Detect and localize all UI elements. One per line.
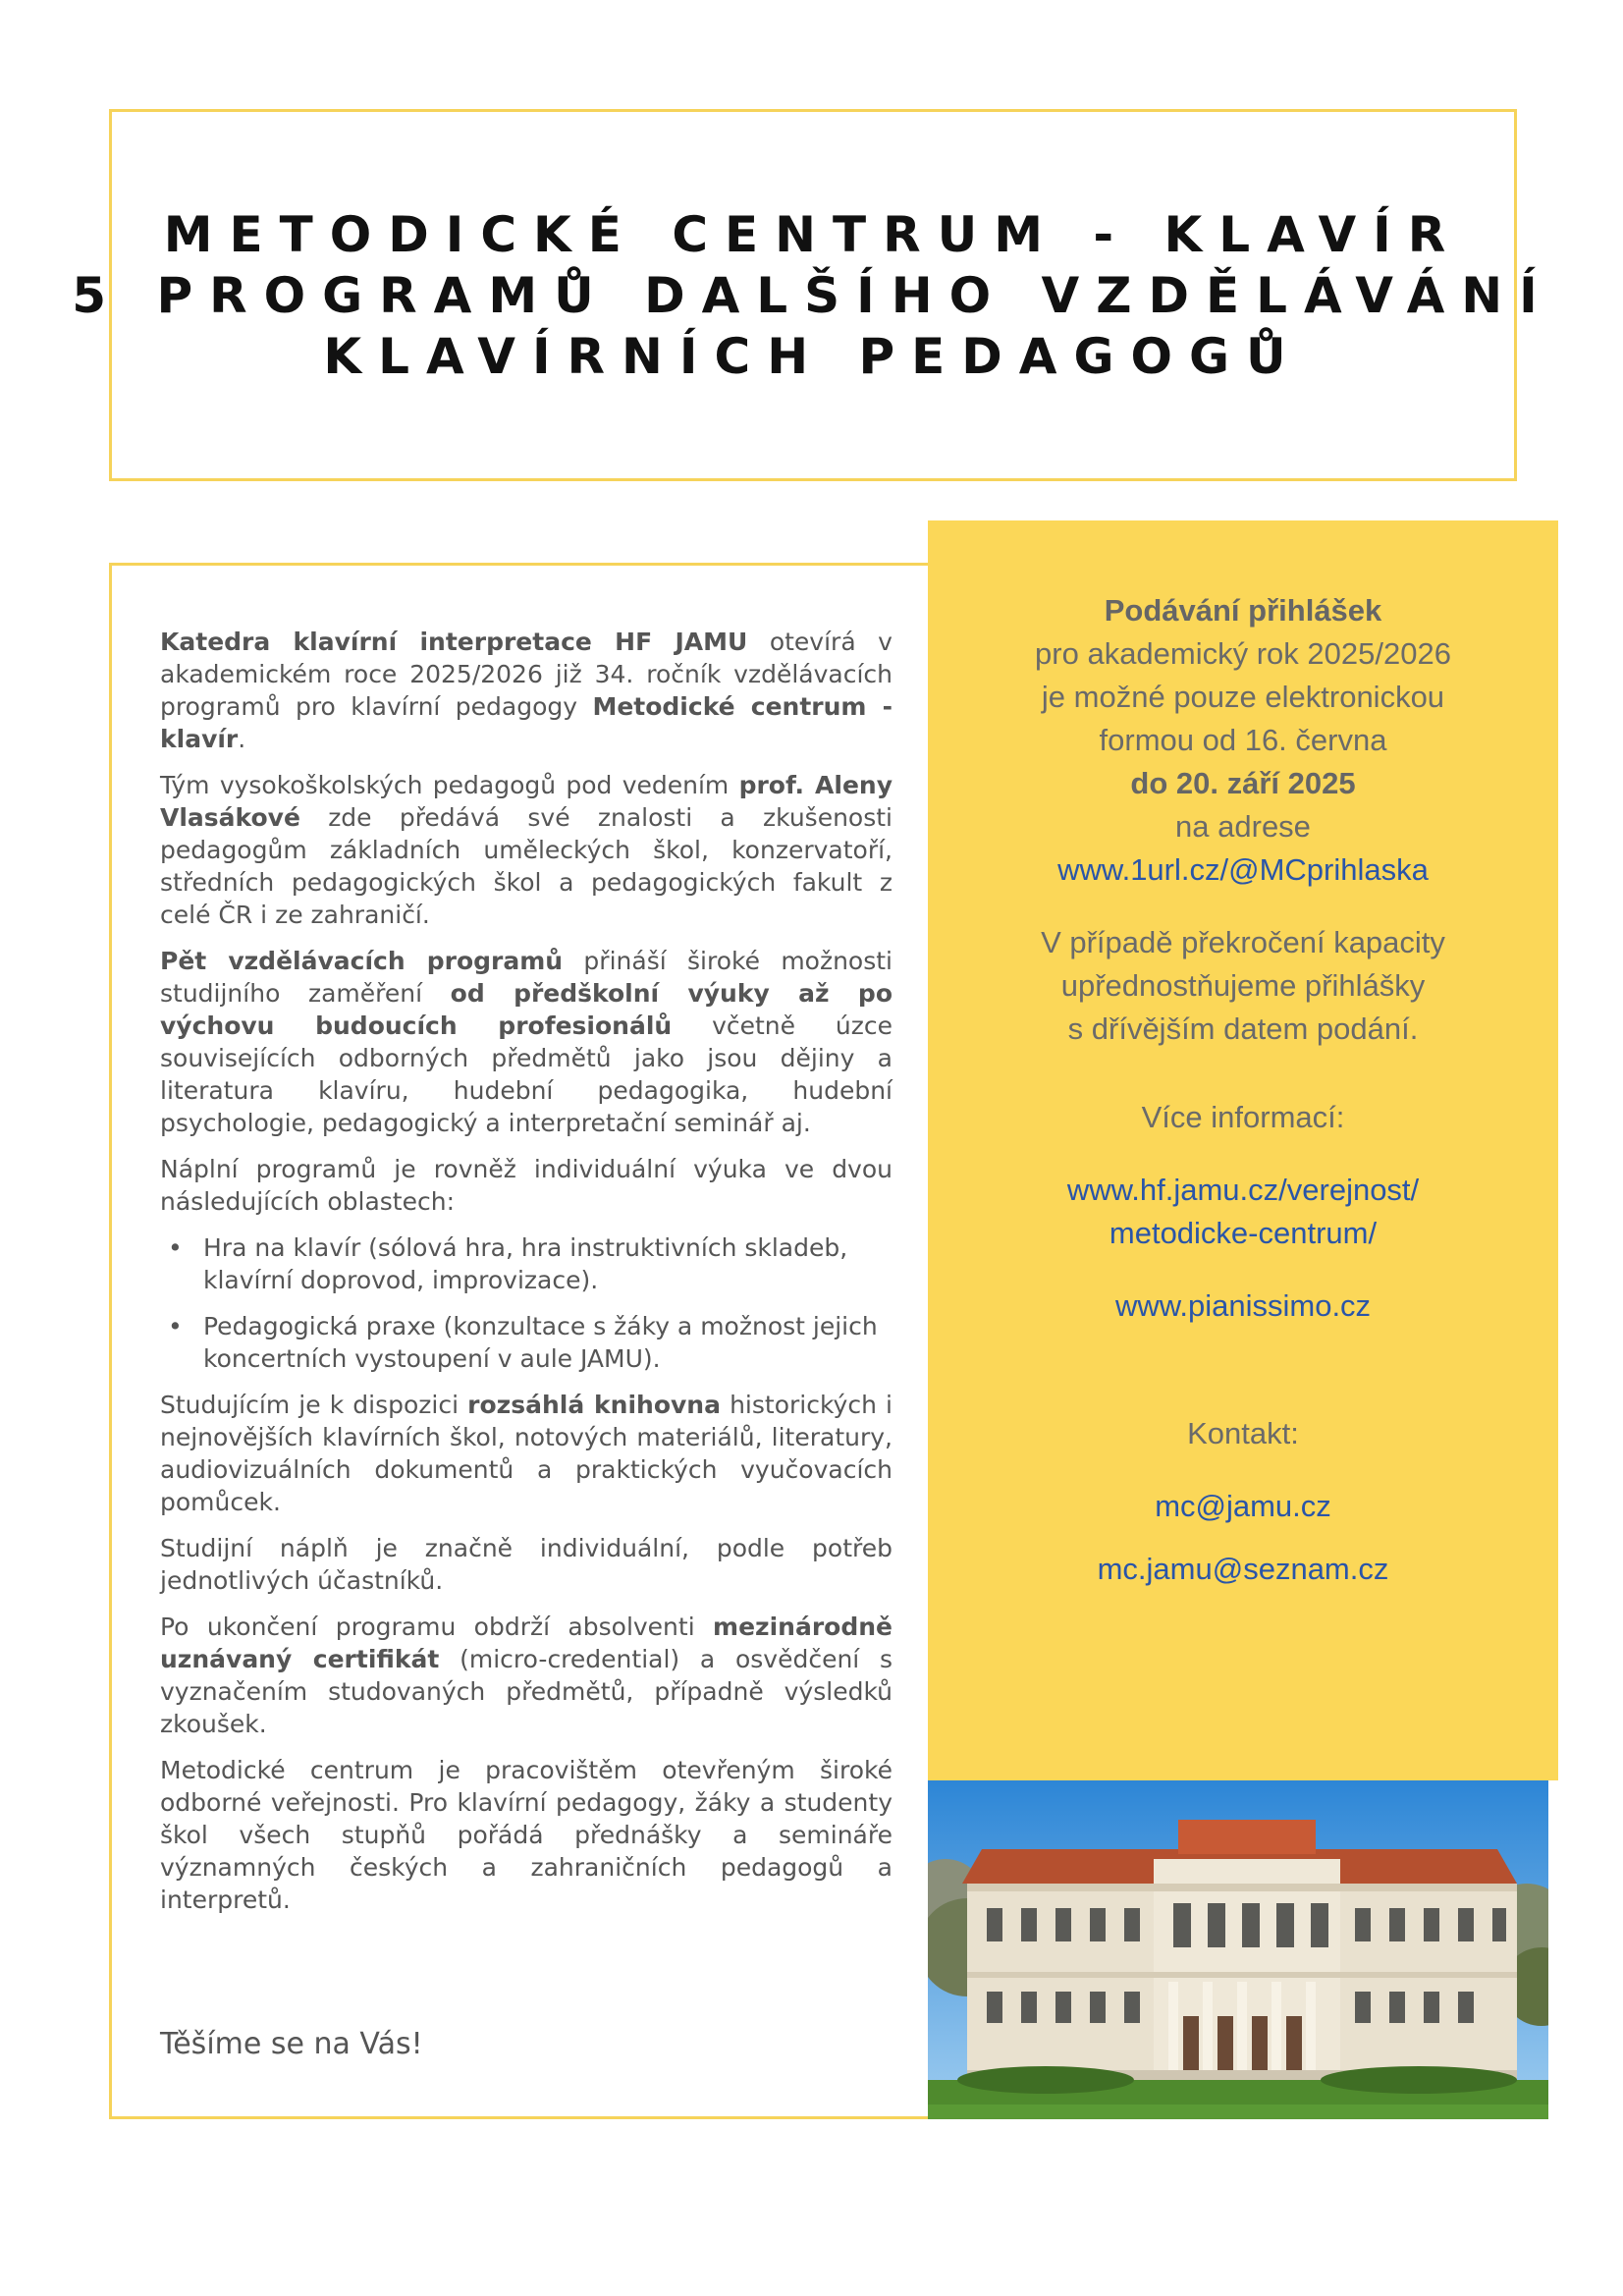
building-photo [928, 1780, 1548, 2119]
info-link-part-1[interactable]: www.hf.jamu.cz/verejnost/ [1066, 1173, 1420, 1207]
address-label: na adrese [1175, 809, 1311, 844]
certificate-text-2: (micro-credential) a osvědčení s vyznačením studovaných předmětů, případně výsledků zkoušek. [160, 1645, 893, 1738]
deadline: do 20. září 2025 [1130, 766, 1356, 800]
left-content [160, 626, 893, 1930]
title-box [72, 109, 1554, 481]
library-text-1: Studujícím je k dispozici [160, 1391, 468, 1419]
application-line-1: pro akademický rok 2025/2026 [1035, 636, 1451, 671]
programs-bold: Pět vzdělávacích programů [160, 947, 564, 975]
list-item [160, 1231, 893, 1296]
email-link-1[interactable]: mc@jamu.cz [1155, 1489, 1331, 1523]
team-text-1: Tým vysokoškolských pedagogů pod vedením [160, 771, 739, 799]
areas-list [160, 1231, 893, 1375]
list-item-text: Pedagogická praxe (konzultace s žáky a možnost jejich koncertních vystoupení v aule JAMU). [203, 1312, 878, 1373]
certificate-paragraph [160, 1611, 893, 1740]
library-text-2: historických i nejnovějších klavírních škol, notových materiálů, literatury, audiovizuálních dokumentů a praktických vyučovacích pomůcek. [160, 1391, 893, 1516]
capacity-line-3: s dřívějším datem podání. [1067, 1011, 1419, 1046]
individual-needs-paragraph: Studijní náplň je značně individuální, podle potřeb jednotlivých účastníků. [160, 1534, 893, 1595]
info-panel-content [928, 589, 1558, 1591]
closing-text: Těšíme se na Vás! [160, 2027, 423, 2061]
list-item [160, 1310, 893, 1375]
certificate-text-1: Po ukončení programu obdrží absolventi [160, 1613, 714, 1641]
intro-text: otevírá v akademickém roce 2025/2026 již 34. ročník vzdělávacích programů pro klavírní pedagogy [160, 628, 893, 721]
programs-paragraph [160, 945, 893, 1139]
application-heading: Podávání přihlášek [1104, 593, 1382, 628]
team-paragraph [160, 769, 893, 931]
programs-text-2: včetně úzce souvisejících odborných předmětů jako jsou dějiny a literatura klavíru, hudební pedagogika, hudební psychologie, pedagogický a interpretační seminář aj. [160, 1011, 893, 1137]
professor-name: prof. Aleny Vlasákové [160, 771, 893, 832]
title-line-2: 5 PROGRAMŮ DALŠÍHO VZDĚLÁVÁNÍ [72, 266, 1554, 324]
title-line-3: KLAVÍRNÍCH PEDAGOGŮ [323, 327, 1303, 385]
intro-end: . [238, 725, 246, 753]
bullet-icon: • [168, 1312, 183, 1340]
list-item-text: Hra na klavír (sólová hra, hra instruktivních skladeb, klavírní doprovod, improvizace). [203, 1233, 848, 1294]
programs-text-1: přináší široké možnosti studijního zaměření [160, 947, 893, 1008]
library-paragraph [160, 1389, 893, 1518]
application-link[interactable]: www.1url.cz/@MCprihlaska [1057, 852, 1429, 887]
programs-range: od předškolní výuky až po výchovu budoucích profesionálů [160, 979, 893, 1040]
email-link-2[interactable]: mc.jamu@seznam.cz [1097, 1552, 1389, 1586]
certificate-bold: mezinárodně uznávaný certifikát [160, 1613, 893, 1673]
program-name: Metodické centrum - klavír [160, 692, 893, 753]
more-info-label: Více informací: [1141, 1100, 1345, 1134]
library-bold: rozsáhlá knihovna [467, 1391, 721, 1419]
capacity-line-2: upřednostňujeme přihlášky [1060, 968, 1426, 1003]
team-text-2: zde předává své znalosti a zkušenosti pedagogům základních uměleckých škol, konzervatoří, středních pedagogických škol a pedagogických fakult z celé ČR i ze zahraničí. [160, 803, 893, 929]
public-paragraph: Metodické centrum je pracovištěm otevřeným široké odborné veřejnosti. Pro klavírní pedagogy, žáky a studenty škol všech stupňů pořádá přednášky a semináře významných českých a zahraničních pedagogů a interpretů. [160, 1756, 893, 1914]
application-line-2: je možné pouze elektronickou [1041, 680, 1445, 714]
application-line-3: formou od 16. června [1099, 723, 1387, 757]
title-line-1: METODICKÉ CENTRUM - KLAVÍR [163, 205, 1463, 263]
capacity-line-1: V případě překročení kapacity [1041, 925, 1445, 959]
contact-label: Kontakt: [1187, 1416, 1299, 1450]
intro-paragraph [160, 626, 893, 755]
individual-paragraph: Náplní programů je rovněž individuální výuka ve dvou následujících oblastech: [160, 1155, 893, 1216]
pianissimo-link[interactable]: www.pianissimo.cz [1114, 1288, 1372, 1323]
info-link-part-2[interactable]: metodicke-centrum/ [1109, 1216, 1378, 1250]
bullet-icon: • [168, 1233, 183, 1262]
department-name: Katedra klavírní interpretace HF JAMU [160, 628, 748, 656]
